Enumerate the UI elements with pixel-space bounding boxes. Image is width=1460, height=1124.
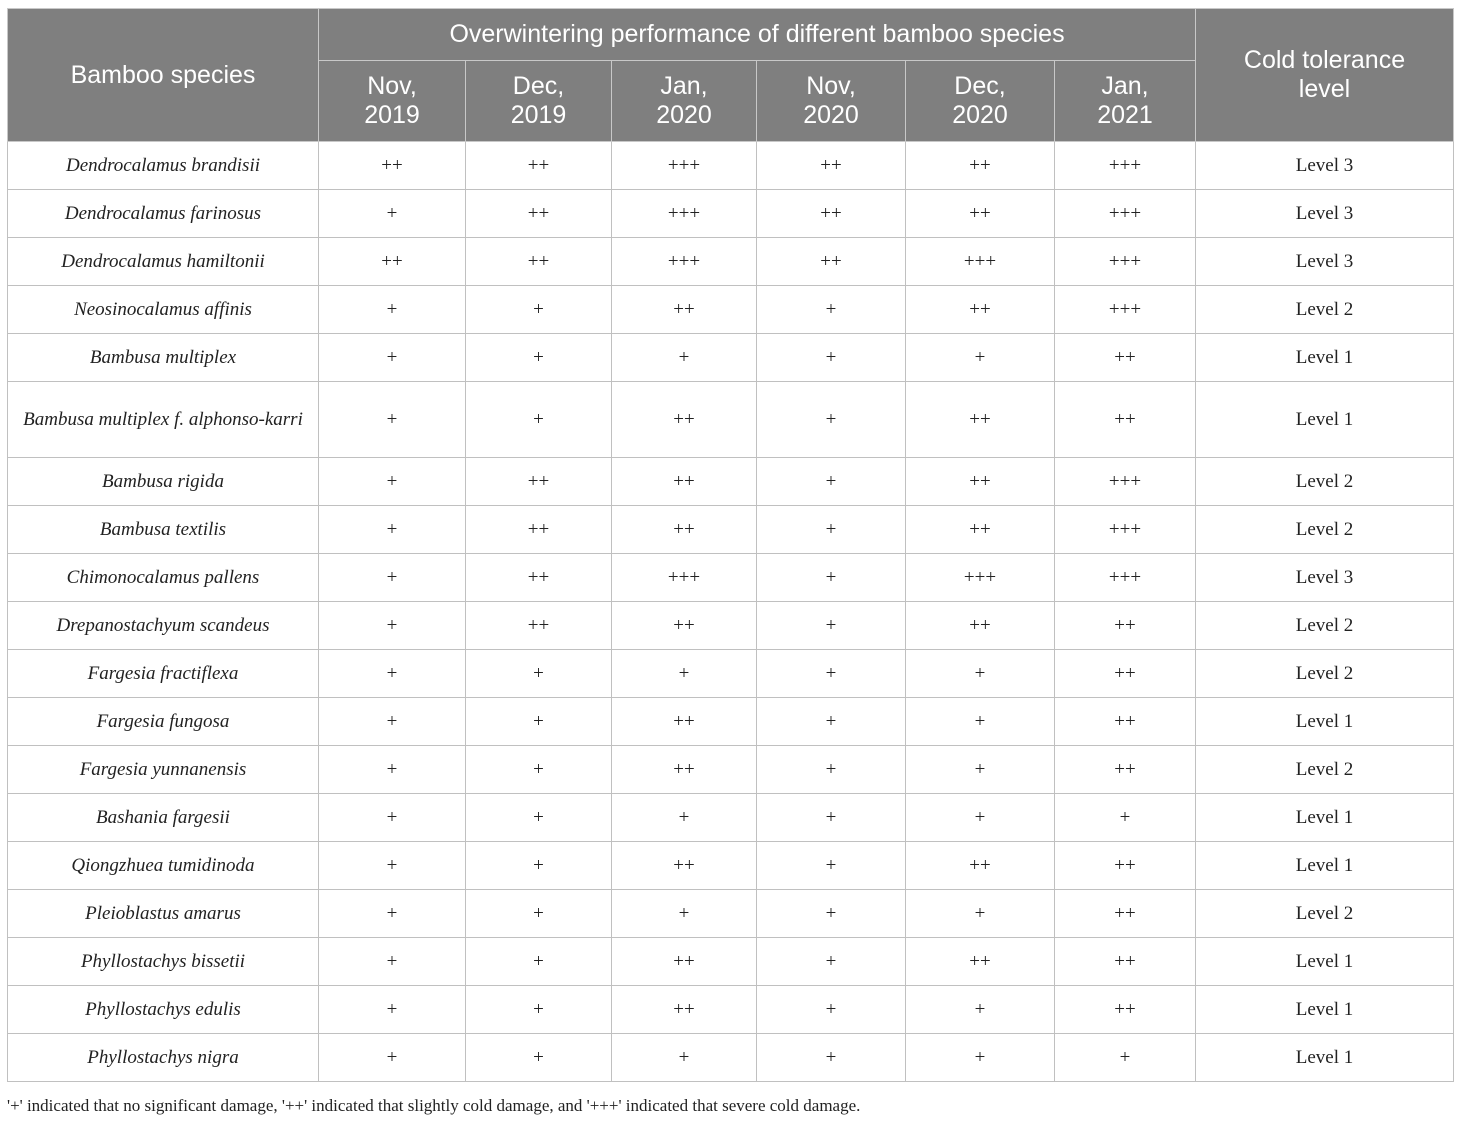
- species-cell: Neosinocalamus affinis: [8, 286, 319, 334]
- damage-cell: +: [466, 382, 612, 458]
- header-month-year: 2019: [510, 101, 567, 129]
- damage-cell: +: [906, 794, 1055, 842]
- damage-cell: +: [757, 842, 906, 890]
- damage-cell: ++: [1055, 334, 1196, 382]
- damage-cell: +: [612, 650, 757, 698]
- damage-cell: ++: [906, 458, 1055, 506]
- header-month-label: Dec,: [512, 72, 565, 100]
- damage-cell: ++: [906, 286, 1055, 334]
- header-month-4: [906, 61, 1055, 142]
- cold-tolerance-level-cell: Level 1: [1196, 986, 1454, 1034]
- damage-cell: ++: [757, 190, 906, 238]
- bamboo-cold-tolerance-table: [7, 8, 1454, 1082]
- header-month-1: [466, 61, 612, 142]
- species-cell: Bashania fargesii: [8, 794, 319, 842]
- damage-cell: +++: [906, 554, 1055, 602]
- species-cell: Dendrocalamus farinosus: [8, 190, 319, 238]
- species-cell: Bambusa multiplex f. alphonso-karri: [8, 382, 319, 458]
- damage-cell: +: [466, 334, 612, 382]
- table-row: [8, 334, 1454, 382]
- damage-cell: +: [466, 286, 612, 334]
- damage-cell: +++: [612, 554, 757, 602]
- damage-cell: +: [757, 286, 906, 334]
- damage-cell: +: [319, 286, 466, 334]
- damage-cell: +: [612, 890, 757, 938]
- damage-cell: +++: [1055, 286, 1196, 334]
- cold-tolerance-level-cell: Level 3: [1196, 142, 1454, 190]
- damage-cell: ++: [906, 506, 1055, 554]
- damage-cell: +++: [1055, 142, 1196, 190]
- species-cell: Fargesia fungosa: [8, 698, 319, 746]
- damage-cell: +: [906, 986, 1055, 1034]
- cold-tolerance-level-cell: Level 2: [1196, 286, 1454, 334]
- damage-cell: +++: [1055, 506, 1196, 554]
- damage-cell: +: [319, 190, 466, 238]
- damage-cell: ++: [612, 602, 757, 650]
- damage-cell: +: [319, 1034, 466, 1082]
- cold-tolerance-level-cell: Level 1: [1196, 382, 1454, 458]
- species-cell: Fargesia fractiflexa: [8, 650, 319, 698]
- damage-cell: +++: [1055, 458, 1196, 506]
- damage-cell: +: [319, 650, 466, 698]
- species-cell: Bambusa multiplex: [8, 334, 319, 382]
- damage-cell: +: [319, 890, 466, 938]
- header-overwintering-group: Overwintering performance of different bamboo species: [319, 9, 1196, 61]
- table-container: [7, 8, 1453, 1082]
- damage-cell: +++: [612, 190, 757, 238]
- damage-cell: ++: [466, 554, 612, 602]
- damage-cell: ++: [319, 142, 466, 190]
- header-month-year: 2020: [656, 101, 712, 129]
- damage-cell: +: [757, 1034, 906, 1082]
- damage-cell: +: [466, 698, 612, 746]
- table-row: [8, 938, 1454, 986]
- table-row: [8, 602, 1454, 650]
- damage-cell: ++: [466, 602, 612, 650]
- table-row: [8, 142, 1454, 190]
- damage-cell: ++: [466, 238, 612, 286]
- table-row: [8, 890, 1454, 938]
- species-cell: Phyllostachys nigra: [8, 1034, 319, 1082]
- damage-cell: ++: [757, 238, 906, 286]
- damage-cell: +: [612, 1034, 757, 1082]
- table-row: [8, 794, 1454, 842]
- damage-cell: +: [466, 746, 612, 794]
- damage-cell: +: [466, 794, 612, 842]
- species-cell: Dendrocalamus hamiltonii: [8, 238, 319, 286]
- damage-cell: ++: [612, 746, 757, 794]
- damage-cell: +: [466, 986, 612, 1034]
- damage-cell: +++: [906, 238, 1055, 286]
- damage-cell: +: [757, 334, 906, 382]
- damage-cell: +: [612, 794, 757, 842]
- header-month-label: Nov,: [806, 72, 856, 100]
- cold-tolerance-level-cell: Level 2: [1196, 458, 1454, 506]
- species-cell: Pleioblastus amarus: [8, 890, 319, 938]
- species-cell: Dendrocalamus brandisii: [8, 142, 319, 190]
- damage-cell: +: [757, 938, 906, 986]
- header-month-year: 2020: [803, 101, 859, 129]
- damage-cell: +: [319, 794, 466, 842]
- damage-cell: ++: [1055, 602, 1196, 650]
- damage-cell: +: [906, 746, 1055, 794]
- damage-cell: +: [1055, 1034, 1196, 1082]
- damage-cell: +++: [612, 238, 757, 286]
- damage-cell: ++: [612, 286, 757, 334]
- header-cold-tolerance: [1196, 9, 1454, 142]
- damage-cell: ++: [1055, 650, 1196, 698]
- damage-cell: ++: [1055, 938, 1196, 986]
- damage-cell: ++: [612, 698, 757, 746]
- damage-cell: +: [319, 458, 466, 506]
- table-footnote: '+' indicated that no significant damage, '++' indicated that slightly cold damage, and '+++' indicated that severe cold damage.: [7, 1096, 861, 1115]
- damage-cell: +: [466, 938, 612, 986]
- damage-cell: +: [757, 382, 906, 458]
- damage-cell: +: [319, 602, 466, 650]
- header-month-label: Nov,: [367, 72, 417, 100]
- species-cell: Bambusa rigida: [8, 458, 319, 506]
- damage-cell: ++: [1055, 986, 1196, 1034]
- damage-cell: +: [319, 842, 466, 890]
- damage-cell: +: [466, 1034, 612, 1082]
- damage-cell: ++: [757, 142, 906, 190]
- damage-cell: +: [906, 650, 1055, 698]
- cold-tolerance-level-cell: Level 2: [1196, 890, 1454, 938]
- header-month-year: 2020: [952, 101, 1008, 129]
- damage-cell: +: [466, 842, 612, 890]
- header-species: Bamboo species: [8, 9, 319, 142]
- cold-tolerance-level-cell: Level 1: [1196, 842, 1454, 890]
- table-row: [8, 238, 1454, 286]
- header-month-5: [1055, 61, 1196, 142]
- damage-cell: ++: [466, 458, 612, 506]
- table-row: [8, 842, 1454, 890]
- damage-cell: +: [757, 986, 906, 1034]
- damage-cell: ++: [612, 986, 757, 1034]
- damage-cell: +: [906, 334, 1055, 382]
- damage-cell: +: [319, 334, 466, 382]
- header-month-label: Jan,: [660, 72, 708, 100]
- table-row: [8, 1034, 1454, 1082]
- header-month-year: 2019: [364, 101, 420, 129]
- damage-cell: ++: [1055, 382, 1196, 458]
- damage-cell: +: [319, 698, 466, 746]
- damage-cell: +: [757, 746, 906, 794]
- table-row: [8, 986, 1454, 1034]
- damage-cell: ++: [906, 190, 1055, 238]
- header-month-0: [319, 61, 466, 142]
- damage-cell: +: [1055, 794, 1196, 842]
- cold-tolerance-level-cell: Level 1: [1196, 698, 1454, 746]
- table-row: [8, 458, 1454, 506]
- damage-cell: ++: [466, 506, 612, 554]
- cold-tolerance-level-cell: Level 3: [1196, 190, 1454, 238]
- table-row: [8, 650, 1454, 698]
- cold-tolerance-level-cell: Level 2: [1196, 650, 1454, 698]
- cold-tolerance-level-cell: Level 3: [1196, 238, 1454, 286]
- cold-tolerance-level-cell: Level 3: [1196, 554, 1454, 602]
- damage-cell: +++: [612, 142, 757, 190]
- species-cell: Drepanostachyum scandeus: [8, 602, 319, 650]
- damage-cell: +: [466, 650, 612, 698]
- damage-cell: +: [757, 602, 906, 650]
- damage-cell: +++: [1055, 238, 1196, 286]
- species-cell: Phyllostachys edulis: [8, 986, 319, 1034]
- damage-cell: +: [757, 458, 906, 506]
- species-cell: Chimonocalamus pallens: [8, 554, 319, 602]
- damage-cell: +: [319, 554, 466, 602]
- cold-tolerance-level-cell: Level 1: [1196, 938, 1454, 986]
- table-row: [8, 382, 1454, 458]
- damage-cell: +: [319, 986, 466, 1034]
- damage-cell: +: [466, 890, 612, 938]
- damage-cell: ++: [906, 142, 1055, 190]
- damage-cell: +: [319, 746, 466, 794]
- header-month-3: [757, 61, 906, 142]
- damage-cell: ++: [612, 938, 757, 986]
- damage-cell: +++: [1055, 190, 1196, 238]
- damage-cell: +: [906, 890, 1055, 938]
- cold-tolerance-level-cell: Level 1: [1196, 334, 1454, 382]
- damage-cell: ++: [1055, 890, 1196, 938]
- damage-cell: ++: [612, 458, 757, 506]
- damage-cell: ++: [319, 238, 466, 286]
- damage-cell: ++: [906, 842, 1055, 890]
- species-cell: Bambusa textilis: [8, 506, 319, 554]
- damage-cell: ++: [612, 382, 757, 458]
- header-cold-tolerance-line1: Cold tolerance: [1243, 46, 1406, 74]
- header-month-year: 2021: [1097, 101, 1153, 129]
- species-cell: Phyllostachys bissetii: [8, 938, 319, 986]
- damage-cell: +: [906, 1034, 1055, 1082]
- species-cell: Fargesia yunnanensis: [8, 746, 319, 794]
- cold-tolerance-level-cell: Level 1: [1196, 1034, 1454, 1082]
- header-cold-tolerance-line2: level: [1298, 75, 1351, 103]
- header-month-label: Jan,: [1101, 72, 1149, 100]
- damage-cell: +: [757, 506, 906, 554]
- damage-cell: ++: [1055, 698, 1196, 746]
- damage-cell: ++: [466, 142, 612, 190]
- damage-cell: ++: [906, 938, 1055, 986]
- damage-cell: +++: [1055, 554, 1196, 602]
- table-row: [8, 746, 1454, 794]
- damage-cell: +: [906, 698, 1055, 746]
- cold-tolerance-level-cell: Level 2: [1196, 506, 1454, 554]
- damage-cell: ++: [1055, 746, 1196, 794]
- table-row: [8, 698, 1454, 746]
- species-cell: Qiongzhuea tumidinoda: [8, 842, 319, 890]
- damage-cell: +: [757, 554, 906, 602]
- damage-cell: ++: [1055, 842, 1196, 890]
- table-row: [8, 554, 1454, 602]
- damage-cell: ++: [612, 842, 757, 890]
- damage-cell: ++: [906, 602, 1055, 650]
- damage-cell: +: [757, 890, 906, 938]
- table-row: [8, 190, 1454, 238]
- damage-cell: ++: [466, 190, 612, 238]
- damage-cell: +: [757, 698, 906, 746]
- damage-cell: +: [319, 938, 466, 986]
- header-month-label: Dec,: [954, 72, 1006, 100]
- damage-cell: ++: [906, 382, 1055, 458]
- cold-tolerance-level-cell: Level 2: [1196, 746, 1454, 794]
- cold-tolerance-level-cell: Level 2: [1196, 602, 1454, 650]
- header-month-2: [612, 61, 757, 142]
- table-row: [8, 506, 1454, 554]
- damage-cell: ++: [612, 506, 757, 554]
- damage-cell: +: [757, 650, 906, 698]
- damage-cell: +: [757, 794, 906, 842]
- damage-cell: +: [319, 382, 466, 458]
- cold-tolerance-level-cell: Level 1: [1196, 794, 1454, 842]
- damage-cell: +: [319, 506, 466, 554]
- table-row: [8, 286, 1454, 334]
- damage-cell: +: [612, 334, 757, 382]
